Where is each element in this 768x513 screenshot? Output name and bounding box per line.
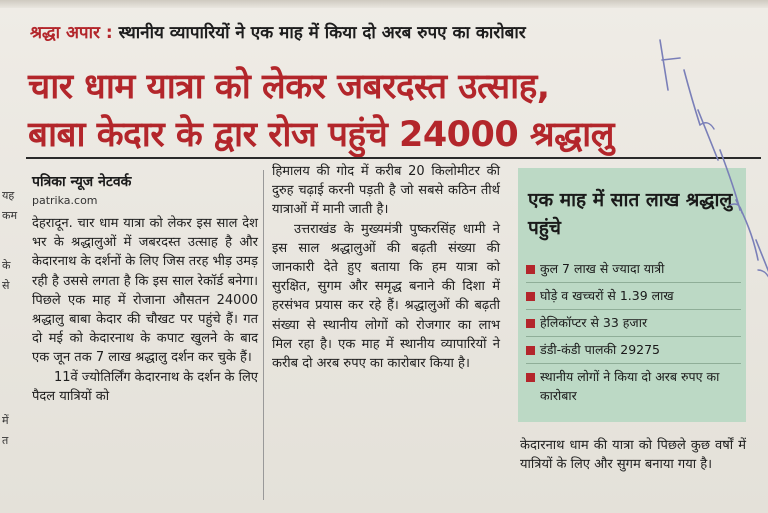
byline: पत्रिका न्यूज नेटवर्क: [32, 174, 132, 190]
facts-list-item: [526, 337, 741, 364]
red-square-bullet-icon: [526, 346, 535, 355]
fragment-word: यह: [2, 189, 15, 202]
facts-box-title: एक माह में सात लाख श्रद्धालु पहुंचे: [528, 189, 733, 239]
paragraph: 11वें ज्योतिर्लिंग केदारनाथ के दर्शन के लिए पैदल यात्रियों को: [32, 369, 258, 404]
facts-item-text: घोड़े व खच्चरों से 1.39 लाख: [540, 288, 674, 303]
site-credit: patrika.com: [32, 194, 98, 207]
article-column-1: [32, 214, 258, 406]
red-square-bullet-icon: [526, 292, 535, 301]
red-square-bullet-icon: [526, 265, 535, 274]
paragraph: देहरादून. चार धाम यात्रा को लेकर इस साल देश भर के श्रद्धालुओं में जबरदस्त उत्साह है और केदारनाथ के दर्शनों के लिए जिस तरह भीड़ उमड़ रही है उससे लगता है कि इस साल रेकॉर्ड बनेगा। पिछले एक माह में रोजाना औसतन 24000 श्रद्धालु बाबा केदार की चौखट पर पहुंचे हैं। गत दो मई को केदारनाथ के कपाट खुलने के बाद एक जून तक 7 लाख श्रद्धालु दर्शन कर चुके हैं।: [32, 216, 258, 366]
paragraph: उत्तराखंड के मुख्यमंत्री पुष्करसिंह धामी ने इस साल श्रद्धालुओं की बढ़ती संख्या की जानकारी देते हुए बताया कि हम यात्रा को सुरक्षित, सुगम और समृद्ध बनाने की दिशा में हरसंभव प्रयास कर रहे हैं। श्रद्धालुओं की बढ़ती संख्या से स्थानीय लोगों को रोजगार का लाभ मिल रहा है। एक माह में स्थानीय व्यापारियों ने करीब दो अरब रुपए का कारोबार किया है।: [272, 221, 500, 372]
facts-item-text: कुल 7 लाख से ज्यादा यात्री: [540, 261, 665, 276]
adjacent-column-fragment: [0, 160, 20, 513]
fragment-word: से: [2, 279, 10, 292]
facts-item-text: स्थानीय लोगों ने किया दो अरब रुपए का कारोबार: [540, 369, 720, 403]
fragment-word: कम: [2, 209, 18, 222]
fragment-word: में: [2, 414, 9, 427]
page-fold-shadow: [0, 0, 768, 8]
paragraph: हिमालय की गोद में करीब 20 किलोमीटर की दुरुह चढ़ाई करनी पड़ती है जो सबसे कठिन तीर्थ यात्राओं में मानी जाती है।: [272, 164, 500, 218]
red-square-bullet-icon: [526, 373, 535, 382]
fragment-word: त: [2, 434, 9, 447]
kicker-label: श्रद्धा अपार :: [30, 23, 113, 43]
article-column-2: [272, 162, 500, 373]
headline-line-1: चार धाम यात्रा को लेकर जबरदस्त उत्साह,: [28, 67, 550, 107]
headline-rule: [26, 157, 761, 159]
article-column-3: केदारनाथ धाम की यात्रा को पिछले कुछ वर्षों में यात्रियों के लिए और सुगम बनाया गया है।: [520, 438, 746, 473]
facts-list: [526, 256, 741, 409]
facts-list-item: [526, 283, 741, 310]
red-square-bullet-icon: [526, 319, 535, 328]
facts-box: [518, 168, 746, 422]
kicker-line: [30, 20, 526, 43]
facts-list-item: [526, 256, 741, 283]
facts-item-text: हेलिकॉप्टर से 33 हजार: [540, 315, 648, 330]
kicker-text: स्थानीय व्यापारियों ने एक माह में किया दो अरब रुपए का कारोबार: [118, 23, 526, 43]
facts-item-text: डंडी-कंडी पालकी 29275: [540, 342, 661, 357]
column-divider: [263, 170, 264, 500]
facts-list-item: [526, 310, 741, 337]
headline-line-2: बाबा केदार के द्वार रोज पहुंचे 24000 श्रद्धालु: [28, 115, 614, 155]
fragment-word: के: [2, 259, 11, 272]
facts-list-item: [526, 364, 741, 409]
